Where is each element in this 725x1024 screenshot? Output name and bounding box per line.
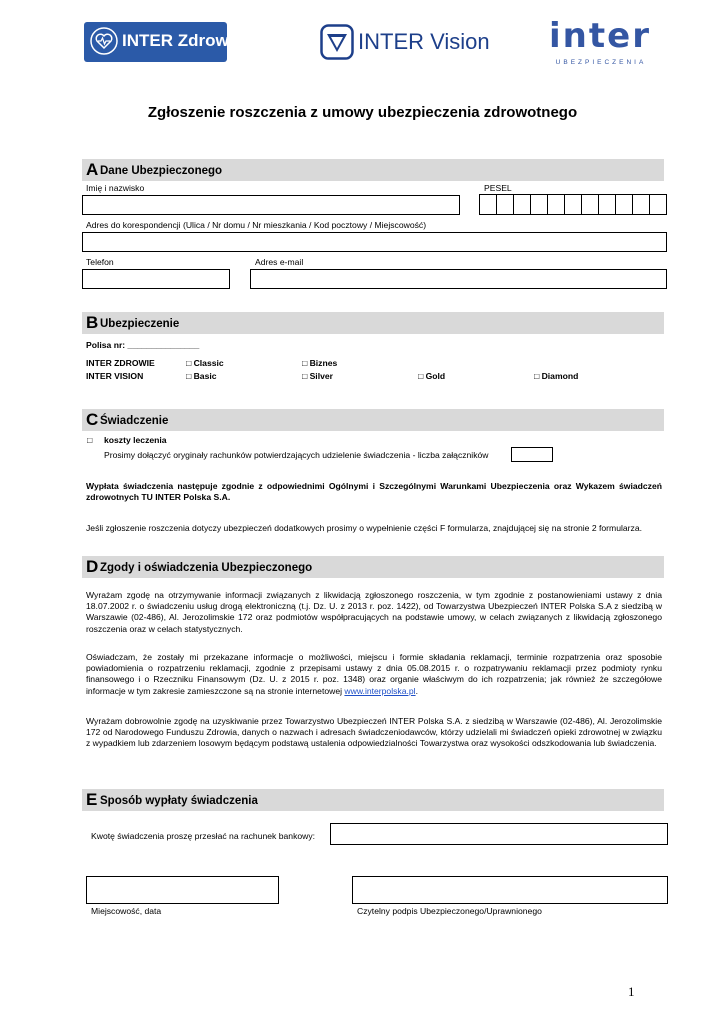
eye-shield-icon <box>320 24 354 60</box>
section-a-header <box>82 159 664 181</box>
section-a-letter: A <box>86 160 99 179</box>
address-label: Adres do korespondencji (Ulica / Nr domu / Nr mieszkania / Kod pocztowy / Miejscowość) <box>86 220 427 230</box>
option-gold[interactable]: □ Gold <box>418 371 446 381</box>
page-title: Zgłoszenie roszczenia z umowy ubezpieczenia zdrowotnego <box>147 104 578 121</box>
pesel-label: PESEL <box>484 183 512 193</box>
name-input[interactable] <box>82 195 460 215</box>
section-b-letter: B <box>86 313 99 332</box>
section-c-header <box>82 409 664 431</box>
heart-icon <box>90 27 118 55</box>
inter-logo-subtitle: UBEZPIECZENIA <box>555 59 647 66</box>
section-b-title: Ubezpieczenie <box>100 318 180 330</box>
consent-paragraph-3: Wyrażam dobrowolnie zgodę na uzyskiwanie przez Towarzystwo Ubezpieczeń INTER Polska S.A. z siedzibą w Warszawie (02-486), Al. Jerozolimskie 172 od Narodowego Funduszu Zdrowia, danych o nazwach i adresach świadczeniodawców, którzy udzielali mi świadczeń opieki zdrowotnej w związku z wypadkiem lub zdarzeniem losowym będącym podstawą ustalenia odpowiedzialności Towarzystwa oraz wysokości odszkodowania lub świadczenia. <box>86 716 662 749</box>
signature-input[interactable] <box>352 876 668 904</box>
inter-zdrowie-text: INTER Zdrowie <box>122 31 243 50</box>
section-a-title: Dane Ubezpieczonego <box>100 165 223 177</box>
email-label: Adres e-mail <box>255 257 304 267</box>
inter-vision-text: INTER Vision <box>358 29 490 54</box>
inter-zdrowie-logo <box>84 22 243 62</box>
section-d-header <box>82 556 664 578</box>
place-date-input[interactable] <box>86 876 279 904</box>
inter-vision-logo <box>320 24 490 62</box>
email-input[interactable] <box>250 269 667 289</box>
page-number: 1 <box>628 984 635 999</box>
consent-paragraph-1: Wyrażam zgodę na otrzymywanie informacji związanych z likwidacją zgłoszonego roszczenia, w tym zgodnie z postanowieniami ustawy z dnia 18.07.2002 r. o świadczeniu usług drogą elektroniczną (t.j. Dz. U. z 2013 r. poz. 1422), od Towarzystwa Ubezpieczeń INTER Polska S.A z siedzibą w Warszawie (02-486), Al. Jerozolimskie 172 oraz podmiotów współpracujących na podstawie umowy, w celach związanych z likwidacją zgłoszonego roszczenia oraz w celach statystycznych. <box>86 590 662 634</box>
option-classic[interactable]: □ Classic <box>186 358 224 368</box>
address-input[interactable] <box>82 232 667 252</box>
section-d-title: Zgody i oświadczenia Ubezpieczonego <box>100 562 313 574</box>
name-label: Imię i nazwisko <box>86 183 145 193</box>
option-basic[interactable]: □ Basic <box>186 371 217 381</box>
payout-note: Wypłata świadczenia następuje zgodnie z odpowiednimi Ogólnymi i Szczególnymi Warunkami Ubezpieczenia oraz Wykazem świadczeń zdrowotnych TU INTER Polska S.A. <box>86 481 662 503</box>
consent-paragraph-2 <box>86 652 662 697</box>
section-c-title: Świadczenie <box>100 415 169 427</box>
phone-input[interactable] <box>82 269 230 289</box>
product-inter-vision: INTER VISION <box>86 371 144 381</box>
section-c-letter: C <box>86 410 99 429</box>
place-date-label: Miejscowość, data <box>91 906 162 916</box>
product-inter-zdrowie: INTER ZDROWIE <box>86 358 155 368</box>
option-diamond[interactable]: □ Diamond <box>534 371 579 381</box>
consent-paragraph-2-end: . <box>415 685 418 696</box>
attachments-text: Prosimy dołączyć oryginały rachunków potwierdzających udzielenie świadczenia - liczba załączników <box>104 450 489 460</box>
section-e-letter: E <box>86 790 98 809</box>
inter-ubezpieczenia-logo <box>548 16 658 70</box>
consent-paragraph-2-text: Oświadczam, że zostały mi przekazane informacje o możliwości, miejscu i formie składania reklamacji, terminie rozpatrzenia oraz sposobie powiadomienia o rozpatrzeniu reklamacji, zgodnie z przepisami ustawy z dnia 05.08.2015 r. o rozpatrywaniu reklamacji przez podmioty rynku finansowego i o Rzeczniku Finansowym (Dz. U. z 2015 r. poz. 1348) oraz organie właściwym do ich rozpatrzenia; jak również że szczegółowe informacje w tym zakresie zamieszczone są na stronie internetowej <box>86 652 662 696</box>
attachments-count-input[interactable] <box>511 447 553 462</box>
signature-label: Czytelny podpis Ubezpieczonego/Uprawnionego <box>357 906 542 916</box>
section-e-title: Sposób wypłaty świadczenia <box>100 795 258 807</box>
section-d-letter: D <box>86 557 99 576</box>
bank-account-input[interactable] <box>330 823 668 845</box>
additional-insurance-note: Jeśli zgłoszenie roszczenia dotyczy ubezpieczeń dodatkowych prosimy o wypełnienie części F formularza, znajdującej się na stronie 2 formularza. <box>86 523 642 533</box>
pesel-input[interactable] <box>479 194 667 215</box>
option-silver[interactable]: □ Silver <box>302 371 333 381</box>
section-e-header <box>82 789 664 811</box>
policy-number-field[interactable]: Polisa nr: _______________ <box>86 340 200 350</box>
inter-logo-text: inter <box>549 16 651 56</box>
costs-checkbox[interactable]: □ <box>87 435 93 445</box>
bank-account-label: Kwotę świadczenia proszę przesłać na rachunek bankowy: <box>91 831 316 841</box>
interpolska-link[interactable]: www.interpolska.pl <box>344 685 416 696</box>
option-biznes[interactable]: □ Biznes <box>302 358 338 368</box>
section-b-header <box>82 312 664 334</box>
costs-label: koszty leczenia <box>104 435 167 445</box>
phone-label: Telefon <box>86 257 114 267</box>
